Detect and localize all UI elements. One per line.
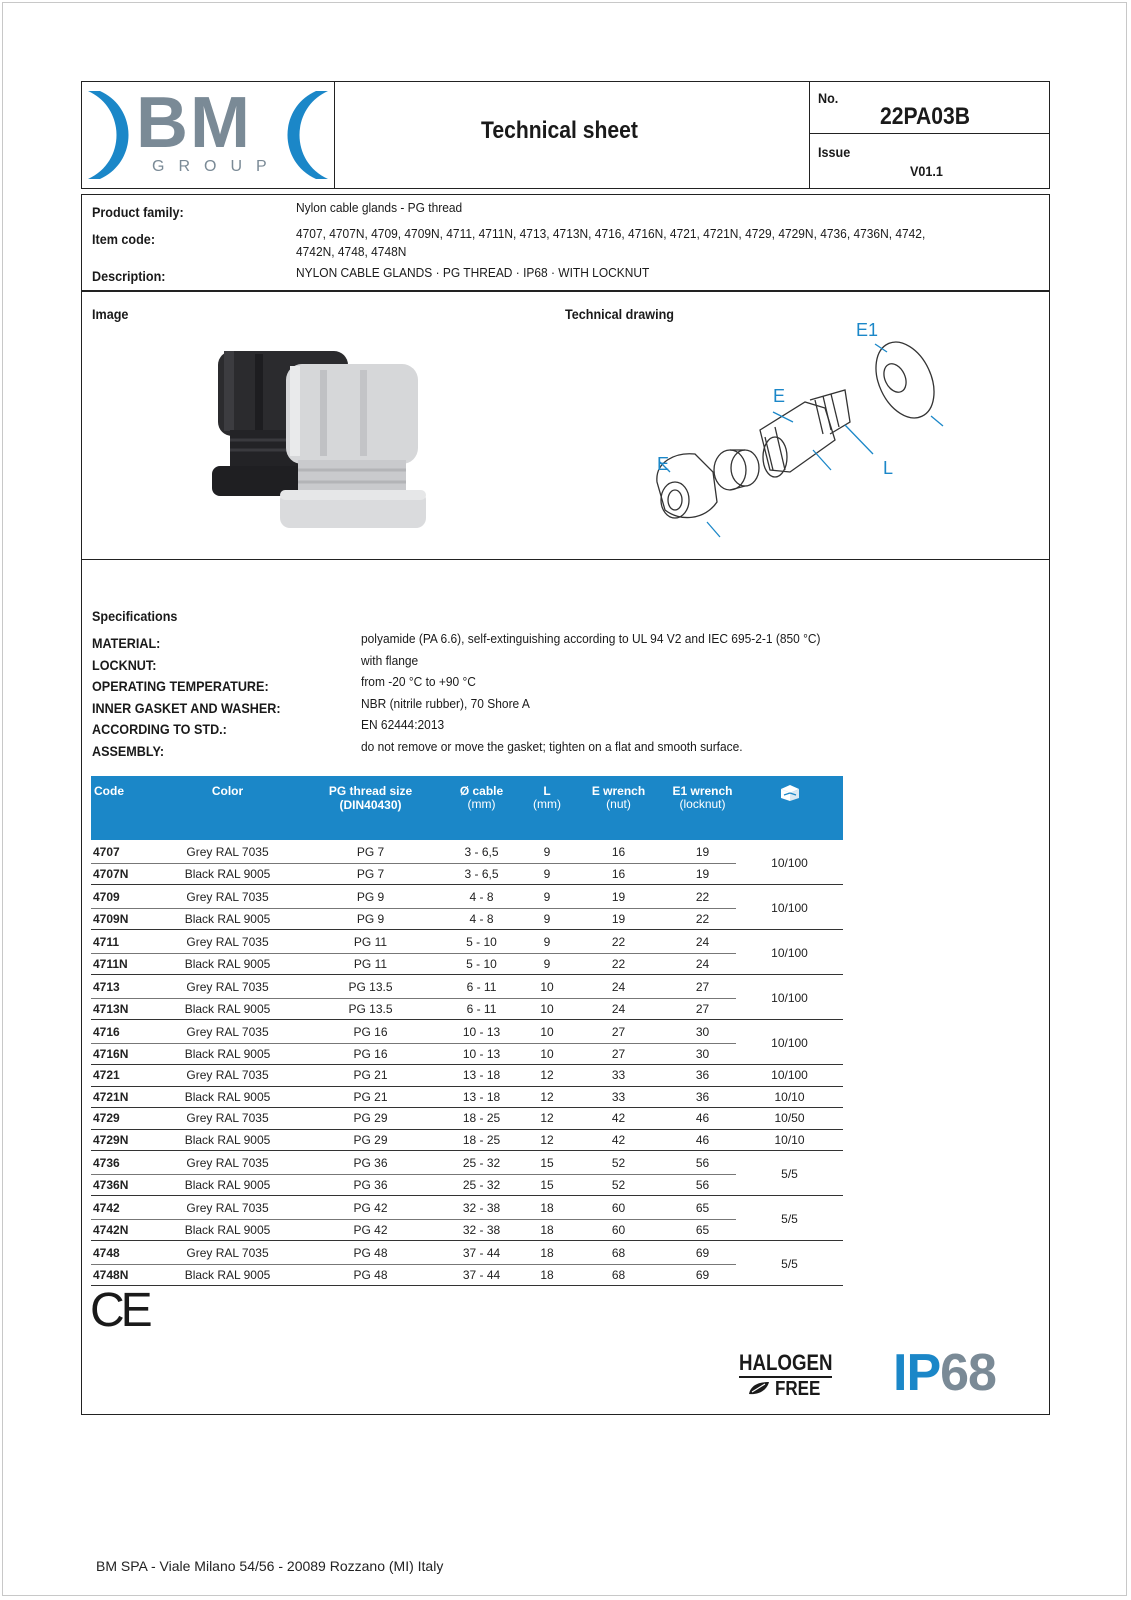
cell-pg: PG 42 [304, 1196, 437, 1220]
table-row [91, 1108, 843, 1130]
cell-e1: 65 [669, 1196, 736, 1220]
cell-e1: 27 [669, 998, 736, 1020]
cell-pack: 10/50 [736, 1108, 843, 1130]
cell-code: 4711 [91, 930, 151, 954]
cell-e: 22 [568, 930, 669, 954]
cell-pg: PG 7 [304, 863, 437, 885]
no-label: No. [818, 90, 839, 106]
cell-e: 24 [568, 975, 669, 999]
cell-code: 4716 [91, 1020, 151, 1044]
cell-l: 12 [526, 1129, 568, 1151]
cell-e1: 22 [669, 885, 736, 909]
cell-pg: PG 11 [304, 953, 437, 975]
header-divider-2 [809, 81, 810, 189]
product-family-value: Nylon cable glands - PG thread [296, 200, 463, 215]
cell-e1: 30 [669, 1020, 736, 1044]
cell-e: 16 [568, 863, 669, 885]
cell-code: 4707N [91, 863, 151, 885]
cell-e: 19 [568, 908, 669, 930]
cell-color: Black RAL 9005 [151, 953, 304, 975]
cell-l: 10 [526, 975, 568, 999]
cell-cable: 13 - 18 [437, 1086, 526, 1108]
cell-cable: 3 - 6,5 [437, 840, 526, 863]
table-body [91, 840, 843, 1286]
ip-prefix: IP [893, 1344, 941, 1402]
cell-l: 12 [526, 1086, 568, 1108]
cell-pg: PG 42 [304, 1219, 437, 1241]
table-row [91, 1196, 843, 1220]
cell-l: 10 [526, 1020, 568, 1044]
cell-e: 52 [568, 1151, 669, 1175]
table-row [91, 1129, 843, 1151]
table-header-row [91, 776, 843, 840]
cell-l: 9 [526, 953, 568, 975]
col-l-label: L [543, 784, 551, 798]
cell-code: 4707 [91, 840, 151, 863]
cell-cable: 18 - 25 [437, 1129, 526, 1151]
cell-l: 10 [526, 1043, 568, 1065]
col-cable-label: Ø cable [459, 784, 504, 798]
cell-code: 4713 [91, 975, 151, 999]
cell-cable: 6 - 11 [437, 975, 526, 999]
table-row [91, 863, 843, 885]
cell-e: 22 [568, 953, 669, 975]
cell-e: 19 [568, 885, 669, 909]
image-divider [81, 559, 1050, 560]
product-family-label: Product family: [92, 204, 184, 220]
col-pg: PG thread size (DIN40430) [304, 776, 437, 840]
cell-e: 24 [568, 998, 669, 1020]
col-e1-unit: (locknut) [679, 797, 726, 811]
cell-e: 60 [568, 1196, 669, 1220]
cell-pack: 10/100 [736, 840, 843, 885]
cell-color: Black RAL 9005 [151, 863, 304, 885]
specifications-heading: Specifications [92, 608, 178, 624]
header-divider-3 [809, 133, 1050, 134]
cell-cable: 37 - 44 [437, 1241, 526, 1265]
box-icon [778, 784, 802, 802]
cell-cable: 4 - 8 [437, 885, 526, 909]
cell-l: 9 [526, 863, 568, 885]
col-e-label: E wrench [591, 784, 646, 798]
spec-label: LOCKNUT: [92, 656, 157, 673]
cell-e1: 65 [669, 1219, 736, 1241]
cell-code: 4742N [91, 1219, 151, 1241]
cell-e1: 56 [669, 1151, 736, 1175]
cell-pg: PG 48 [304, 1241, 437, 1265]
cell-pack: 10/100 [736, 885, 843, 930]
cell-pg: PG 29 [304, 1129, 437, 1151]
cell-e: 42 [568, 1108, 669, 1130]
cell-e1: 19 [669, 840, 736, 863]
halogen-line-1: HALOGEN [739, 1350, 833, 1375]
table-row [91, 885, 843, 909]
cell-pg: PG 11 [304, 930, 437, 954]
cell-color: Black RAL 9005 [151, 1086, 304, 1108]
sheet-title: Technical sheet [481, 117, 638, 144]
cell-cable: 32 - 38 [437, 1196, 526, 1220]
spec-value: do not remove or move the gasket; tighten on a flat and smooth surface. [361, 738, 743, 754]
cell-cable: 25 - 32 [437, 1151, 526, 1175]
cell-code: 4709 [91, 885, 151, 909]
cell-cable: 4 - 8 [437, 908, 526, 930]
col-e1-label: E1 wrench [672, 784, 733, 798]
cell-e: 52 [568, 1174, 669, 1196]
spec-label: INNER GASKET AND WASHER: [92, 699, 281, 716]
col-cable [437, 776, 526, 840]
col-e-unit: (nut) [606, 797, 631, 811]
cell-color: Grey RAL 7035 [151, 975, 304, 999]
cell-pg: PG 21 [304, 1086, 437, 1108]
cell-pg: PG 21 [304, 1065, 437, 1087]
cell-l: 12 [526, 1065, 568, 1087]
cell-l: 9 [526, 885, 568, 909]
cell-e: 60 [568, 1219, 669, 1241]
cell-e1: 27 [669, 975, 736, 999]
cell-e1: 22 [669, 908, 736, 930]
drawing-label-e1: E1 [856, 320, 879, 340]
product-photo [210, 348, 440, 533]
cell-pack: 5/5 [736, 1241, 843, 1286]
cell-code: 4721N [91, 1086, 151, 1108]
cell-e1: 30 [669, 1043, 736, 1065]
cell-cable: 32 - 38 [437, 1219, 526, 1241]
table-row [91, 1174, 843, 1196]
col-l-unit: (mm) [533, 797, 561, 811]
cell-code: 4729N [91, 1129, 151, 1151]
cell-code: 4711N [91, 953, 151, 975]
table-row [91, 1241, 843, 1265]
cell-code: 4748 [91, 1241, 151, 1265]
cell-l: 18 [526, 1219, 568, 1241]
cell-pg: PG 16 [304, 1043, 437, 1065]
cell-color: Black RAL 9005 [151, 1043, 304, 1065]
table-row [91, 975, 843, 999]
cell-cable: 5 - 10 [437, 930, 526, 954]
cell-e: 33 [568, 1086, 669, 1108]
table-row [91, 998, 843, 1020]
cell-code: 4709N [91, 908, 151, 930]
table-row [91, 1264, 843, 1286]
col-cable-unit: (mm) [467, 797, 496, 811]
cell-e1: 46 [669, 1108, 736, 1130]
cell-pg: PG 13.5 [304, 975, 437, 999]
cell-pg: PG 29 [304, 1108, 437, 1130]
cell-l: 9 [526, 930, 568, 954]
cell-l: 10 [526, 998, 568, 1020]
item-code-line-1: 4707, 4707N, 4709, 4709N, 4711, 4711N, 4713, 4713N, 4716, 4716N, 4721, 4721N, 4729, 4729N, 4736, 4736N, 4742, [296, 226, 926, 241]
cell-pack: 10/100 [736, 1020, 843, 1065]
cell-color: Black RAL 9005 [151, 1264, 304, 1286]
cell-color: Grey RAL 7035 [151, 1196, 304, 1220]
item-code-line-2: 4742N, 4748, 4748N [296, 244, 407, 259]
cell-color: Grey RAL 7035 [151, 930, 304, 954]
cell-code: 4736 [91, 1151, 151, 1175]
cell-e1: 69 [669, 1241, 736, 1265]
cell-color: Grey RAL 7035 [151, 1108, 304, 1130]
cell-e1: 19 [669, 863, 736, 885]
col-color: Color [151, 776, 304, 840]
halogen-free-badge [739, 1350, 839, 1398]
table-row [91, 1020, 843, 1044]
cell-cable: 13 - 18 [437, 1065, 526, 1087]
cell-cable: 3 - 6,5 [437, 863, 526, 885]
table-row [91, 1086, 843, 1108]
item-code-label: Item code: [92, 231, 156, 247]
cell-l: 12 [526, 1108, 568, 1130]
cell-cable: 5 - 10 [437, 953, 526, 975]
table-row [91, 930, 843, 954]
cell-pg: PG 48 [304, 1264, 437, 1286]
product-table [91, 776, 843, 1286]
cell-pg: PG 13.5 [304, 998, 437, 1020]
cell-l: 15 [526, 1174, 568, 1196]
cell-cable: 6 - 11 [437, 998, 526, 1020]
halogen-line-2: FREE [775, 1378, 821, 1400]
cell-cable: 10 - 13 [437, 1020, 526, 1044]
cell-l: 18 [526, 1264, 568, 1286]
company-logo [86, 83, 330, 182]
cell-e1: 36 [669, 1086, 736, 1108]
cell-pack: 10/100 [736, 1065, 843, 1087]
cell-pack: 5/5 [736, 1151, 843, 1196]
cell-e1: 24 [669, 930, 736, 954]
cell-code: 4713N [91, 998, 151, 1020]
cell-e: 68 [568, 1264, 669, 1286]
header-divider-1 [334, 81, 335, 189]
spec-label: MATERIAL: [92, 635, 161, 651]
spec-value: NBR (nitrile rubber), 70 Shore A [361, 695, 530, 711]
cell-pack: 10/100 [736, 930, 843, 975]
cell-pack: 10/10 [736, 1086, 843, 1108]
cell-e1: 24 [669, 953, 736, 975]
cell-pack: 5/5 [736, 1196, 843, 1241]
cell-e1: 69 [669, 1264, 736, 1286]
cell-code: 4742 [91, 1196, 151, 1220]
cell-pg: PG 9 [304, 885, 437, 909]
cell-color: Grey RAL 7035 [151, 1020, 304, 1044]
cell-code: 4716N [91, 1043, 151, 1065]
cell-color: Grey RAL 7035 [151, 1151, 304, 1175]
drawing-label-e-nut: E [657, 454, 670, 474]
col-e [568, 776, 669, 840]
technical-drawing [645, 322, 965, 552]
cell-color: Grey RAL 7035 [151, 840, 304, 863]
col-code: Code [91, 776, 151, 840]
cell-color: Grey RAL 7035 [151, 1241, 304, 1265]
sheet-number: 22PA03B [880, 103, 971, 130]
cell-color: Grey RAL 7035 [151, 885, 304, 909]
spec-value: polyamide (PA 6.6), self-extinguishing according to UL 94 V2 and IEC 695-2-1 (850 °C) [361, 631, 821, 646]
cell-color: Black RAL 9005 [151, 1174, 304, 1196]
cell-e1: 46 [669, 1129, 736, 1151]
spec-label: ACCORDING TO STD.: [92, 721, 227, 737]
ip-value: 68 [940, 1344, 996, 1402]
table-row [91, 1219, 843, 1241]
cell-pack: 10/10 [736, 1129, 843, 1151]
footer-address: BM SPA - Viale Milano 54/56 - 20089 Rozzano (MI) Italy [96, 1558, 444, 1574]
drawing-label: Technical drawing [565, 306, 674, 322]
leaf-icon [747, 1380, 771, 1401]
cell-pg: PG 36 [304, 1174, 437, 1196]
cell-l: 9 [526, 840, 568, 863]
col-e1 [669, 776, 736, 840]
cell-color: Black RAL 9005 [151, 998, 304, 1020]
cell-e: 27 [568, 1020, 669, 1044]
cell-e: 68 [568, 1241, 669, 1265]
cell-code: 4736N [91, 1174, 151, 1196]
drawing-label-l: L [883, 458, 894, 478]
table-row [91, 1043, 843, 1065]
cell-cable: 25 - 32 [437, 1174, 526, 1196]
cell-cable: 18 - 25 [437, 1108, 526, 1130]
cell-code: 4729 [91, 1108, 151, 1130]
cell-l: 15 [526, 1151, 568, 1175]
cell-pg: PG 9 [304, 908, 437, 930]
spec-value: EN 62444:2013 [361, 717, 445, 732]
cell-l: 18 [526, 1241, 568, 1265]
cell-l: 9 [526, 908, 568, 930]
cell-e1: 56 [669, 1174, 736, 1196]
table-row [91, 908, 843, 930]
cell-color: Grey RAL 7035 [151, 1065, 304, 1087]
cell-cable: 10 - 13 [437, 1043, 526, 1065]
table-row [91, 1065, 843, 1087]
cell-e: 16 [568, 840, 669, 863]
spec-value: from -20 °C to +90 °C [361, 674, 476, 689]
description-value: NYLON CABLE GLANDS · PG THREAD · IP68 · WITH LOCKNUT [296, 265, 650, 280]
col-l [526, 776, 568, 840]
cell-color: Black RAL 9005 [151, 1219, 304, 1241]
cell-pack: 10/100 [736, 975, 843, 1020]
ip68-badge [893, 1343, 996, 1403]
table-row [91, 953, 843, 975]
spec-label: ASSEMBLY: [92, 742, 165, 759]
drawing-label-e-body: E [773, 386, 786, 406]
cell-pg: PG 36 [304, 1151, 437, 1175]
ce-mark: CE [90, 1284, 149, 1337]
cell-pg: PG 7 [304, 840, 437, 863]
cell-cable: 37 - 44 [437, 1264, 526, 1286]
logo-subtext: GROUP [152, 158, 281, 175]
cell-e1: 36 [669, 1065, 736, 1087]
table-row [91, 1151, 843, 1175]
spec-value: with flange [361, 652, 419, 668]
cell-color: Black RAL 9005 [151, 1129, 304, 1151]
cell-color: Black RAL 9005 [151, 908, 304, 930]
table-row [91, 840, 843, 863]
cell-pg: PG 16 [304, 1020, 437, 1044]
image-label: Image [92, 306, 129, 322]
issue-label: Issue [818, 144, 851, 160]
cell-e: 27 [568, 1043, 669, 1065]
cell-l: 18 [526, 1196, 568, 1220]
col-pack [736, 776, 843, 840]
cell-e: 33 [568, 1065, 669, 1087]
cell-code: 4721 [91, 1065, 151, 1087]
issue-value: V01.1 [910, 163, 943, 179]
product-divider [81, 290, 1050, 292]
description-label: Description: [92, 268, 166, 284]
cell-code: 4748N [91, 1264, 151, 1286]
cell-e: 42 [568, 1129, 669, 1151]
spec-label: OPERATING TEMPERATURE: [92, 678, 269, 694]
logo-text: BM [136, 83, 252, 163]
